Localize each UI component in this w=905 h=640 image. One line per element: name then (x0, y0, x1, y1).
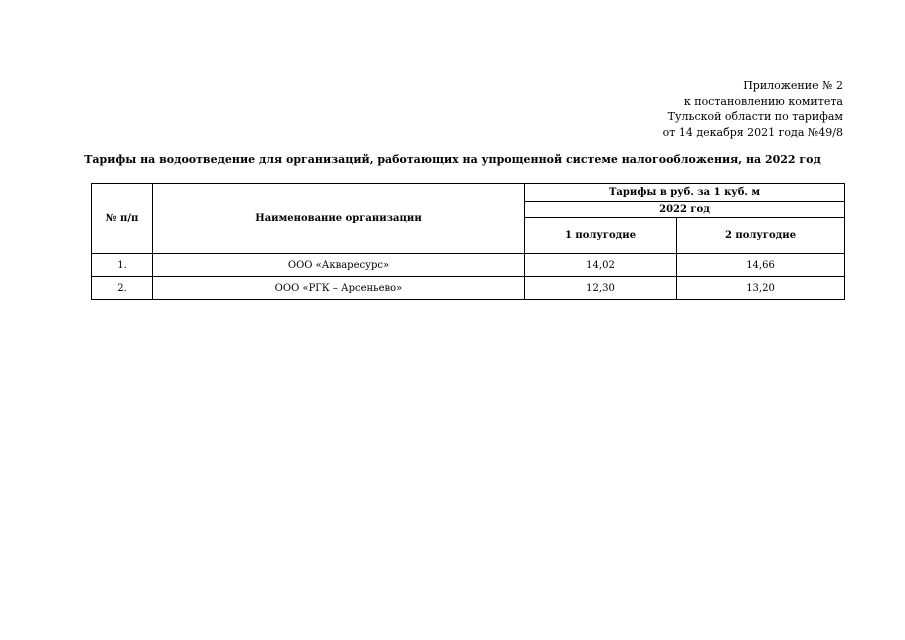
table-row (92, 254, 845, 277)
tariff-second-half: 13,20 (677, 277, 845, 300)
organization-name: ООО «Акваресурс» (153, 254, 525, 277)
header-row-number: № п/п (92, 184, 153, 254)
tariff-first-half: 12,30 (525, 277, 677, 300)
appendix-line-2: к постановлению комитета (683, 94, 843, 108)
header-first-half: 1 полугодие (525, 218, 677, 254)
header-organization-name: Наименование организации (153, 184, 525, 254)
organization-name: ООО «РГК – Арсеньево» (153, 277, 525, 300)
appendix-reference (663, 78, 843, 140)
document-title: Тарифы на водоотведение для организаций, работающих на упрощенной системе налогообложения, на 2022 год (84, 153, 821, 166)
tariff-table (91, 183, 845, 300)
header-year: 2022 год (525, 202, 845, 218)
tariff-first-half: 14,02 (525, 254, 677, 277)
row-number: 1. (92, 254, 153, 277)
appendix-line-4: от 14 декабря 2021 года №49/8 (662, 125, 843, 139)
appendix-line-1: Приложение № 2 (743, 79, 843, 92)
header-tariffs: Тарифы в руб. за 1 куб. м (525, 184, 845, 202)
header-second-half: 2 полугодие (677, 218, 845, 254)
appendix-line-3: Тульской области по тарифам (667, 110, 843, 123)
row-number: 2. (92, 277, 153, 300)
table-row (92, 277, 845, 300)
tariff-second-half: 14,66 (677, 254, 845, 277)
